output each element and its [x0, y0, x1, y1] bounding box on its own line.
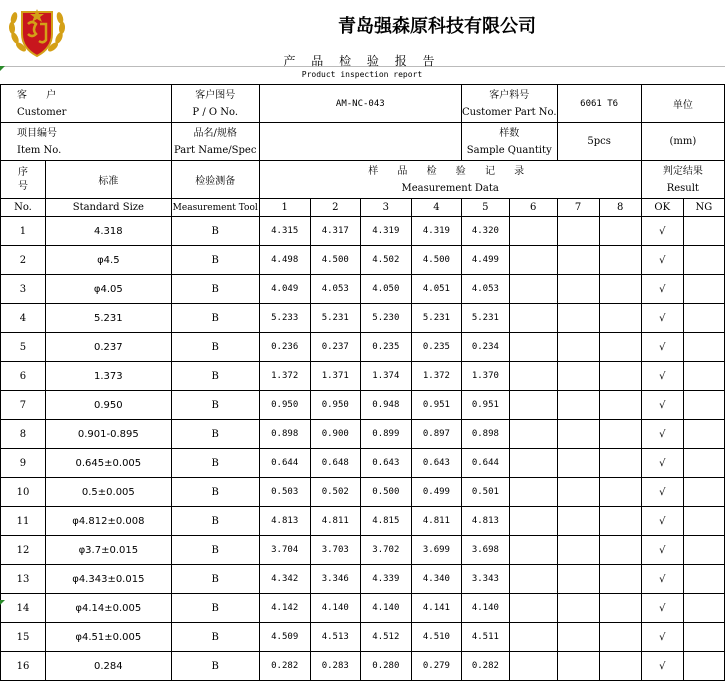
ok-mark: √	[641, 420, 683, 449]
row-number: 2	[1, 246, 46, 275]
measurement-value: 4.510	[411, 623, 461, 652]
measurement-col-label: 8	[599, 199, 641, 217]
row-number: 4	[1, 304, 46, 333]
measurement-value	[557, 246, 599, 275]
part-name-label: 品名/规格 Part Name/Spec	[171, 123, 259, 161]
part-no-value: 6061 T6	[557, 85, 641, 123]
measurement-value	[557, 507, 599, 536]
row-number: 5	[1, 333, 46, 362]
measurement-value	[557, 565, 599, 594]
standard-size: 5.231	[45, 304, 171, 333]
sample-label: 样数 Sample Quantity	[461, 123, 557, 161]
data-rows	[1, 217, 725, 681]
measurement-value	[509, 507, 557, 536]
measurement-tool: B	[171, 507, 259, 536]
ng-mark	[683, 536, 724, 565]
measurement-value: 4.499	[461, 246, 509, 275]
report-title-en: Product inspection report	[301, 70, 423, 79]
ok-mark: √	[641, 478, 683, 507]
table-row	[1, 623, 725, 652]
measurement-value: 4.339	[360, 565, 411, 594]
tool-header-en: Measurement Tool	[171, 199, 259, 217]
column-header-row-1	[1, 161, 725, 199]
measurement-col-label: 2	[310, 199, 360, 217]
measurement-value: 1.374	[360, 362, 411, 391]
measurement-value	[599, 246, 641, 275]
measurement-value	[509, 565, 557, 594]
measurement-value: 4.051	[411, 275, 461, 304]
measurement-value: 4.053	[310, 275, 360, 304]
measurement-value: 0.234	[461, 333, 509, 362]
measurement-value: 4.342	[259, 565, 310, 594]
measurement-value	[599, 420, 641, 449]
po-value: AM-NC-043	[259, 85, 461, 123]
measurement-tool: B	[171, 391, 259, 420]
measurement-value	[557, 594, 599, 623]
measurement-value: 4.815	[360, 507, 411, 536]
measurement-tool: B	[171, 420, 259, 449]
measurement-value: 0.503	[259, 478, 310, 507]
measurement-value	[557, 536, 599, 565]
company-name: 青岛强森原科技有限公司	[338, 16, 536, 37]
measurement-value	[599, 391, 641, 420]
measurement-value: 4.813	[259, 507, 310, 536]
measurement-value: 3.346	[310, 565, 360, 594]
measurement-value: 4.315	[259, 217, 310, 246]
measurement-value: 0.237	[310, 333, 360, 362]
measurement-value	[509, 652, 557, 681]
measurement-value	[599, 623, 641, 652]
measurement-value: 4.053	[461, 275, 509, 304]
measurement-col-label: 6	[509, 199, 557, 217]
row-number: 12	[1, 536, 46, 565]
info-row-2	[1, 123, 725, 161]
measurement-value	[509, 420, 557, 449]
measurement-col-label: 3	[360, 199, 411, 217]
measurement-value: 0.644	[259, 449, 310, 478]
measurement-value: 4.511	[461, 623, 509, 652]
no-header: No.	[1, 199, 46, 217]
measurement-value: 1.371	[310, 362, 360, 391]
measurement-value	[599, 536, 641, 565]
measurement-value: 5.231	[411, 304, 461, 333]
ok-mark: √	[641, 217, 683, 246]
table-row	[1, 536, 725, 565]
report-title-cn: 产 品 检 验 报 告	[283, 54, 441, 68]
measurement-value: 0.899	[360, 420, 411, 449]
measurement-value	[557, 478, 599, 507]
standard-header-en: Standard Size	[45, 199, 171, 217]
ng-mark	[683, 217, 724, 246]
standard-size: 0.5±0.005	[45, 478, 171, 507]
measurement-value: 4.140	[360, 594, 411, 623]
measurement-value: 3.698	[461, 536, 509, 565]
seq-header-cn: 序 号	[1, 161, 46, 199]
measurement-value	[509, 275, 557, 304]
standard-size: 0.645±0.005	[45, 449, 171, 478]
measurement-value: 0.951	[461, 391, 509, 420]
row-number: 16	[1, 652, 46, 681]
measurement-value	[509, 449, 557, 478]
measurement-col-label: 4	[411, 199, 461, 217]
row-number: 6	[1, 362, 46, 391]
sample-value: 5pcs	[557, 123, 641, 161]
measurement-value: 0.951	[411, 391, 461, 420]
measurement-value	[557, 275, 599, 304]
tool-header-cn: 检验测备	[171, 161, 259, 199]
table-row	[1, 594, 725, 623]
measurement-value: 4.319	[411, 217, 461, 246]
table-row	[1, 478, 725, 507]
measurement-value: 1.372	[259, 362, 310, 391]
measurement-value: 0.643	[411, 449, 461, 478]
inspection-table	[0, 84, 725, 681]
measurement-value: 3.699	[411, 536, 461, 565]
measurement-value: 0.644	[461, 449, 509, 478]
ok-mark: √	[641, 565, 683, 594]
measurement-value: 4.811	[411, 507, 461, 536]
report-header	[0, 0, 725, 84]
measurement-value: 3.702	[360, 536, 411, 565]
standard-size: φ4.05	[45, 275, 171, 304]
measurement-value: 0.283	[310, 652, 360, 681]
measurement-value	[599, 565, 641, 594]
column-header-row-2	[1, 199, 725, 217]
table-row	[1, 362, 725, 391]
row-number: 13	[1, 565, 46, 594]
standard-size: φ3.7±0.015	[45, 536, 171, 565]
measurement-value: 0.898	[259, 420, 310, 449]
table-row	[1, 275, 725, 304]
measurement-value: 4.811	[310, 507, 360, 536]
measurement-value: 4.498	[259, 246, 310, 275]
measurement-value: 4.813	[461, 507, 509, 536]
measurement-value	[557, 217, 599, 246]
measurement-value	[509, 217, 557, 246]
ng-mark	[683, 391, 724, 420]
row-number: 1	[1, 217, 46, 246]
measurement-tool: B	[171, 565, 259, 594]
table-row	[1, 420, 725, 449]
standard-size: 0.284	[45, 652, 171, 681]
ng-mark	[683, 652, 724, 681]
measurement-value: 4.500	[310, 246, 360, 275]
ok-mark: √	[641, 449, 683, 478]
table-row	[1, 217, 725, 246]
row-number: 7	[1, 391, 46, 420]
row-number: 9	[1, 449, 46, 478]
result-header: 判定结果 Result	[641, 161, 724, 199]
row-number: 8	[1, 420, 46, 449]
measurement-value: 0.279	[411, 652, 461, 681]
measurement-value	[509, 536, 557, 565]
measurement-value	[557, 304, 599, 333]
ng-mark	[683, 594, 724, 623]
measurement-value: 5.231	[310, 304, 360, 333]
ok-mark: √	[641, 536, 683, 565]
measurement-tool: B	[171, 246, 259, 275]
measurement-value	[509, 623, 557, 652]
table-row	[1, 449, 725, 478]
measurement-value: 0.282	[461, 652, 509, 681]
ng-mark	[683, 304, 724, 333]
measurement-value: 0.280	[360, 652, 411, 681]
measurement-value: 3.343	[461, 565, 509, 594]
standard-size: 0.950	[45, 391, 171, 420]
standard-size: φ4.14±0.005	[45, 594, 171, 623]
measurement-value: 4.142	[259, 594, 310, 623]
measurement-value: 0.900	[310, 420, 360, 449]
table-row	[1, 304, 725, 333]
part-no-label: 客户料号 Customer Part No.	[461, 85, 557, 123]
measurement-value: 4.502	[360, 246, 411, 275]
measurement-value	[557, 449, 599, 478]
ok-mark: √	[641, 391, 683, 420]
standard-size: 0.901-0.895	[45, 420, 171, 449]
measurement-tool: B	[171, 623, 259, 652]
measurement-value	[557, 391, 599, 420]
ng-header: NG	[683, 199, 724, 217]
measurement-value: 0.898	[461, 420, 509, 449]
measurement-value	[509, 304, 557, 333]
measurement-value	[557, 420, 599, 449]
measurement-value: 4.340	[411, 565, 461, 594]
measurement-value	[509, 594, 557, 623]
ok-mark: √	[641, 594, 683, 623]
measurement-value: 0.501	[461, 478, 509, 507]
measurement-value: 4.049	[259, 275, 310, 304]
measurement-value	[599, 652, 641, 681]
measurement-value: 3.704	[259, 536, 310, 565]
measurement-value: 0.950	[259, 391, 310, 420]
ok-mark: √	[641, 333, 683, 362]
ng-mark	[683, 507, 724, 536]
measurement-tool: B	[171, 304, 259, 333]
po-label: 客户图号 P / O No.	[171, 85, 259, 123]
measurement-value: 5.233	[259, 304, 310, 333]
standard-size: 0.237	[45, 333, 171, 362]
measurement-tool: B	[171, 333, 259, 362]
part-name-value	[259, 123, 461, 161]
measurement-value: 0.502	[310, 478, 360, 507]
unit-label: 单位	[641, 85, 724, 123]
measurement-value	[557, 362, 599, 391]
measurement-tool: B	[171, 594, 259, 623]
measurement-value	[599, 217, 641, 246]
standard-header-cn: 标准	[45, 161, 171, 199]
ok-mark: √	[641, 362, 683, 391]
ng-mark	[683, 333, 724, 362]
table-row	[1, 652, 725, 681]
standard-size: φ4.343±0.015	[45, 565, 171, 594]
ng-mark	[683, 246, 724, 275]
ok-mark: √	[641, 275, 683, 304]
measurement-header: 样 品 检 验 记 录 Measurement Data	[259, 161, 641, 199]
ok-mark: √	[641, 507, 683, 536]
company-logo-icon	[6, 4, 68, 60]
ng-mark	[683, 449, 724, 478]
ok-mark: √	[641, 246, 683, 275]
table-row	[1, 333, 725, 362]
measurement-value: 4.512	[360, 623, 411, 652]
measurement-tool: B	[171, 217, 259, 246]
standard-size: φ4.5	[45, 246, 171, 275]
ok-mark: √	[641, 623, 683, 652]
measurement-value	[599, 507, 641, 536]
standard-size: φ4.812±0.008	[45, 507, 171, 536]
ok-mark: √	[641, 304, 683, 333]
unit-value: (mm)	[641, 123, 724, 161]
measurement-value: 0.950	[310, 391, 360, 420]
measurement-value: 0.648	[310, 449, 360, 478]
measurement-value	[599, 478, 641, 507]
measurement-value: 4.141	[411, 594, 461, 623]
row-number: 10	[1, 478, 46, 507]
measurement-value	[599, 449, 641, 478]
measurement-value: 4.513	[310, 623, 360, 652]
measurement-value: 0.499	[411, 478, 461, 507]
ok-mark: √	[641, 652, 683, 681]
measurement-value: 0.643	[360, 449, 411, 478]
ng-mark	[683, 362, 724, 391]
measurement-tool: B	[171, 652, 259, 681]
table-row	[1, 565, 725, 594]
standard-size: 1.373	[45, 362, 171, 391]
measurement-value: 0.236	[259, 333, 310, 362]
ok-header: OK	[641, 199, 683, 217]
measurement-value: 0.235	[360, 333, 411, 362]
measurement-value	[557, 333, 599, 362]
measurement-value	[509, 362, 557, 391]
measurement-value: 4.050	[360, 275, 411, 304]
measurement-tool: B	[171, 536, 259, 565]
measurement-value: 4.317	[310, 217, 360, 246]
measurement-tool: B	[171, 478, 259, 507]
measurement-value: 0.500	[360, 478, 411, 507]
ng-mark	[683, 420, 724, 449]
info-row-1	[1, 85, 725, 123]
measurement-value: 1.370	[461, 362, 509, 391]
row-number: 3	[1, 275, 46, 304]
measurement-value	[599, 594, 641, 623]
ng-mark	[683, 565, 724, 594]
measurement-value: 0.948	[360, 391, 411, 420]
measurement-value	[509, 391, 557, 420]
measurement-value: 4.140	[310, 594, 360, 623]
table-row	[1, 391, 725, 420]
measurement-col-label: 1	[259, 199, 310, 217]
row-number: 14	[1, 594, 46, 623]
measurement-value	[557, 652, 599, 681]
measurement-value: 4.319	[360, 217, 411, 246]
measurement-tool: B	[171, 449, 259, 478]
ng-mark	[683, 275, 724, 304]
measurement-value: 4.140	[461, 594, 509, 623]
measurement-value: 4.509	[259, 623, 310, 652]
measurement-value: 0.897	[411, 420, 461, 449]
measurement-tool: B	[171, 362, 259, 391]
measurement-value: 1.372	[411, 362, 461, 391]
measurement-value: 5.231	[461, 304, 509, 333]
item-no-label: 项目编号 Item No.	[1, 123, 172, 161]
measurement-value	[599, 362, 641, 391]
measurement-tool: B	[171, 275, 259, 304]
measurement-value: 5.230	[360, 304, 411, 333]
measurement-value	[509, 478, 557, 507]
table-row	[1, 246, 725, 275]
measurement-value: 0.282	[259, 652, 310, 681]
measurement-value	[509, 333, 557, 362]
measurement-value	[599, 304, 641, 333]
row-number: 15	[1, 623, 46, 652]
measurement-col-label: 5	[461, 199, 509, 217]
ng-mark	[683, 623, 724, 652]
table-row	[1, 507, 725, 536]
measurement-value	[509, 246, 557, 275]
measurement-value: 4.500	[411, 246, 461, 275]
measurement-value: 0.235	[411, 333, 461, 362]
measurement-col-label: 7	[557, 199, 599, 217]
ng-mark	[683, 478, 724, 507]
row-number: 11	[1, 507, 46, 536]
standard-size: 4.318	[45, 217, 171, 246]
measurement-value: 3.703	[310, 536, 360, 565]
measurement-value: 4.320	[461, 217, 509, 246]
measurement-value	[557, 623, 599, 652]
standard-size: φ4.51±0.005	[45, 623, 171, 652]
customer-label: 客 户 Customer	[1, 85, 172, 123]
measurement-value	[599, 333, 641, 362]
measurement-value	[599, 275, 641, 304]
